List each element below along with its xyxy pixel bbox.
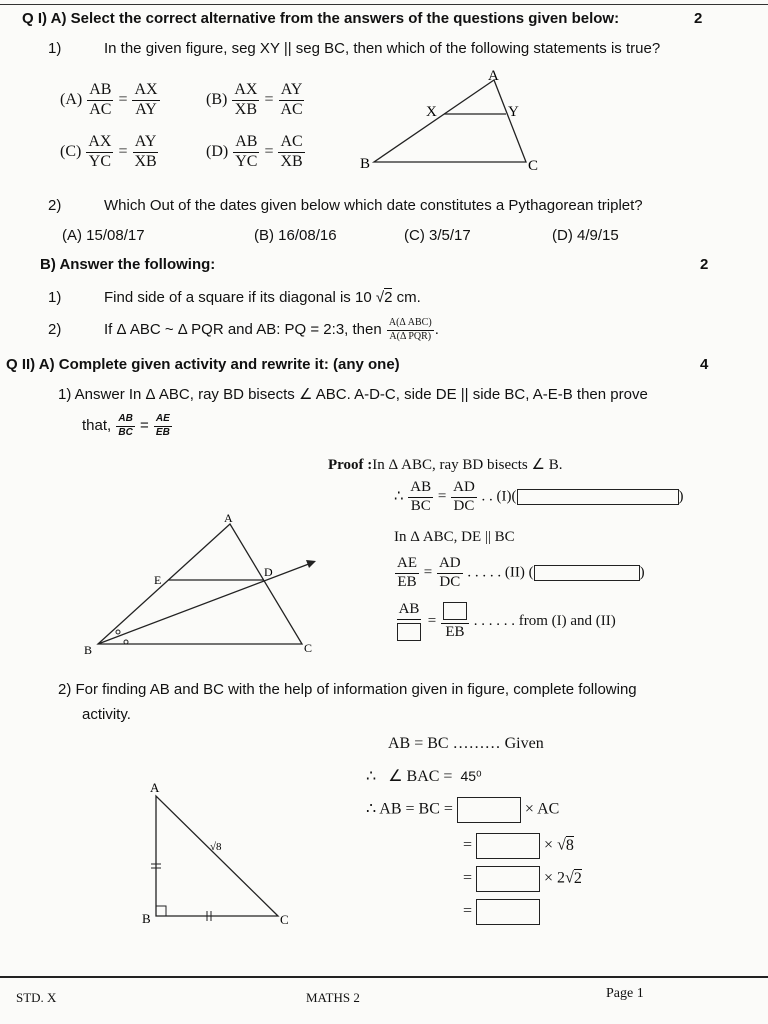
fig1-label-a: A — [488, 68, 499, 84]
q1b-1-number: 1) — [48, 289, 62, 306]
q1-2-option-c[interactable]: (C) 3/5/17 — [404, 227, 471, 244]
prove-fraction-2: $\frac{AE}{EB}$ — [155, 413, 170, 438]
q2-marks: 4 — [700, 356, 709, 373]
q1-title: Q I) A) Select the correct alternative from the answers of the questions given below: — [22, 10, 620, 27]
proof-step-2: In Δ ABC, DE || BC — [394, 529, 515, 545]
fig3-label-c: C — [280, 912, 289, 927]
numerator-box[interactable] — [443, 602, 467, 620]
fig2-label-a: A — [224, 511, 233, 525]
option-b-fraction-2: $\frac{AY}{AC}$ — [280, 81, 303, 118]
q1-1-text: In the given figure, seg XY || seg BC, then which of the following statements is true? — [104, 40, 661, 57]
q2-2-text-line-2: activity. — [82, 706, 131, 723]
reason-2-box[interactable] — [534, 565, 640, 581]
activity-line-1: AB = BC ……… Given — [388, 735, 544, 752]
denominator-box[interactable] — [397, 623, 421, 641]
footer-subject: MATHS 2 — [306, 990, 360, 1005]
activity-box-2[interactable] — [476, 833, 540, 859]
activity-box-3[interactable] — [476, 866, 540, 892]
proof-step-3: $\frac{AE}{EB}$ = $\frac{AD}{DC}$ . . . . . (II) ( ) — [397, 555, 645, 590]
q2-1-text: 1) Answer In Δ ABC, ray BD bisects ∠ ABC. A-D-C, side DE || side BC, A-E-B then prove — [58, 386, 648, 403]
activity-box-4[interactable] — [476, 899, 540, 925]
q1b-marks: 2 — [700, 256, 709, 273]
fig1-label-x: X — [426, 104, 437, 120]
q1-2-option-b[interactable]: (B) 16/08/16 — [254, 227, 337, 244]
activity-line-2: ∴ ∠ BAC = 45⁰ — [366, 768, 482, 785]
option-c-fraction-2: $\frac{AY}{XB}$ — [134, 133, 157, 170]
option-a-label: (A) — [60, 90, 83, 108]
q1b-2-text: If Δ ABC ~ Δ PQR and AB: PQ = 2:3, then A(Δ ABC) A(Δ PQR) . — [104, 317, 439, 342]
fig1-label-c: C — [528, 158, 539, 174]
option-d[interactable]: (D) $\frac{AB}{YC}$ = $\frac{AC}{XB}$ — [206, 133, 303, 170]
proof-line-1: Proof :In Δ ABC, ray BD bisects ∠ B. — [328, 457, 563, 473]
prove-fraction-1: $\frac{AB}{BC}$ — [118, 413, 133, 438]
q1b-2-number: 2) — [48, 321, 62, 338]
fig1-label-b: B — [360, 156, 371, 172]
option-a-fraction-2: $\frac{AX}{AY}$ — [134, 81, 158, 118]
option-c-label: (C) — [60, 142, 82, 160]
footer-std: STD. X — [16, 990, 57, 1005]
fig2-label-d: D — [264, 565, 273, 579]
q1-marks: 2 — [694, 10, 703, 27]
q2-2-text-line-1: 2) For finding AB and BC with the help of information given in figure, complete following — [58, 681, 637, 698]
option-c-fraction-1: $\frac{AX}{YC}$ — [88, 133, 112, 170]
fig3-label-b: B — [142, 911, 151, 926]
option-a[interactable]: (A) $\frac{AB}{AC}$ = $\frac{AX}{AY}$ — [60, 81, 158, 118]
option-d-label: (D) — [206, 142, 229, 160]
fig2-label-e: E — [154, 573, 162, 587]
activity-line-3: ∴ AB = BC = × AC — [366, 797, 559, 823]
activity-line-5: = × 2√2 — [463, 866, 582, 892]
proof-step-4: AB = EB . . . . . . from (I) and (II) — [398, 601, 616, 640]
fig3-label-a: A — [150, 780, 160, 795]
figure-angle-bisector-triangle — [80, 508, 330, 658]
figure-right-triangle — [140, 778, 300, 930]
activity-line-4: = × √8 — [463, 833, 574, 859]
option-d-fraction-1: $\frac{AB}{YC}$ — [235, 133, 258, 170]
activity-line-6: = — [463, 899, 540, 925]
option-b-label: (B) — [206, 90, 228, 108]
q1-1-number: 1) — [48, 40, 62, 57]
fig3-hypotenuse-label: √8 — [210, 841, 222, 853]
q1b-1-text: Find side of a square if its diagonal is 10 √2 cm. — [104, 289, 421, 306]
reason-1-box[interactable] — [517, 489, 679, 505]
fig2-label-c: C — [304, 641, 313, 655]
fig1-label-y: Y — [508, 104, 519, 120]
activity-box-1[interactable] — [457, 797, 521, 823]
area-ratio-fraction: A(Δ ABC) A(Δ PQR) — [388, 317, 432, 342]
q1-2-option-d[interactable]: (D) 4/9/15 — [552, 227, 619, 244]
option-c[interactable]: (C) $\frac{AX}{YC}$ = $\frac{AY}{XB}$ — [60, 133, 157, 170]
fig2-label-b: B — [84, 643, 93, 657]
option-a-fraction-1: $\frac{AB}{AC}$ — [89, 81, 112, 118]
q1-2-text: Which Out of the dates given below which date constitutes a Pythagorean triplet? — [104, 197, 643, 214]
option-b-fraction-1: $\frac{AX}{XB}$ — [234, 81, 258, 118]
footer-page-number: Page 1 — [606, 986, 644, 1001]
option-b[interactable]: (B) $\frac{AX}{XB}$ = $\frac{AY}{AC}$ — [206, 81, 303, 118]
figure-triangle-xy-parallel-bc — [356, 66, 556, 178]
q2-title: Q II) A) Complete given activity and rewrite it: (any one) — [6, 356, 400, 373]
proof-step-1: ∴ $\frac{AB}{BC}$ = $\frac{AD}{DC}$ . . (I)( ) — [394, 479, 684, 514]
q1-2-option-a[interactable]: (A) 15/08/17 — [62, 227, 145, 244]
q2-1-prove: that, $\frac{AB}{BC}$ = $\frac{AE}{EB}$ — [82, 413, 170, 438]
sqrt-symbol: √ — [375, 289, 385, 306]
q1b-title: B) Answer the following: — [40, 256, 216, 273]
option-d-fraction-2: $\frac{AC}{XB}$ — [280, 133, 303, 170]
q1-2-number: 2) — [48, 197, 62, 214]
